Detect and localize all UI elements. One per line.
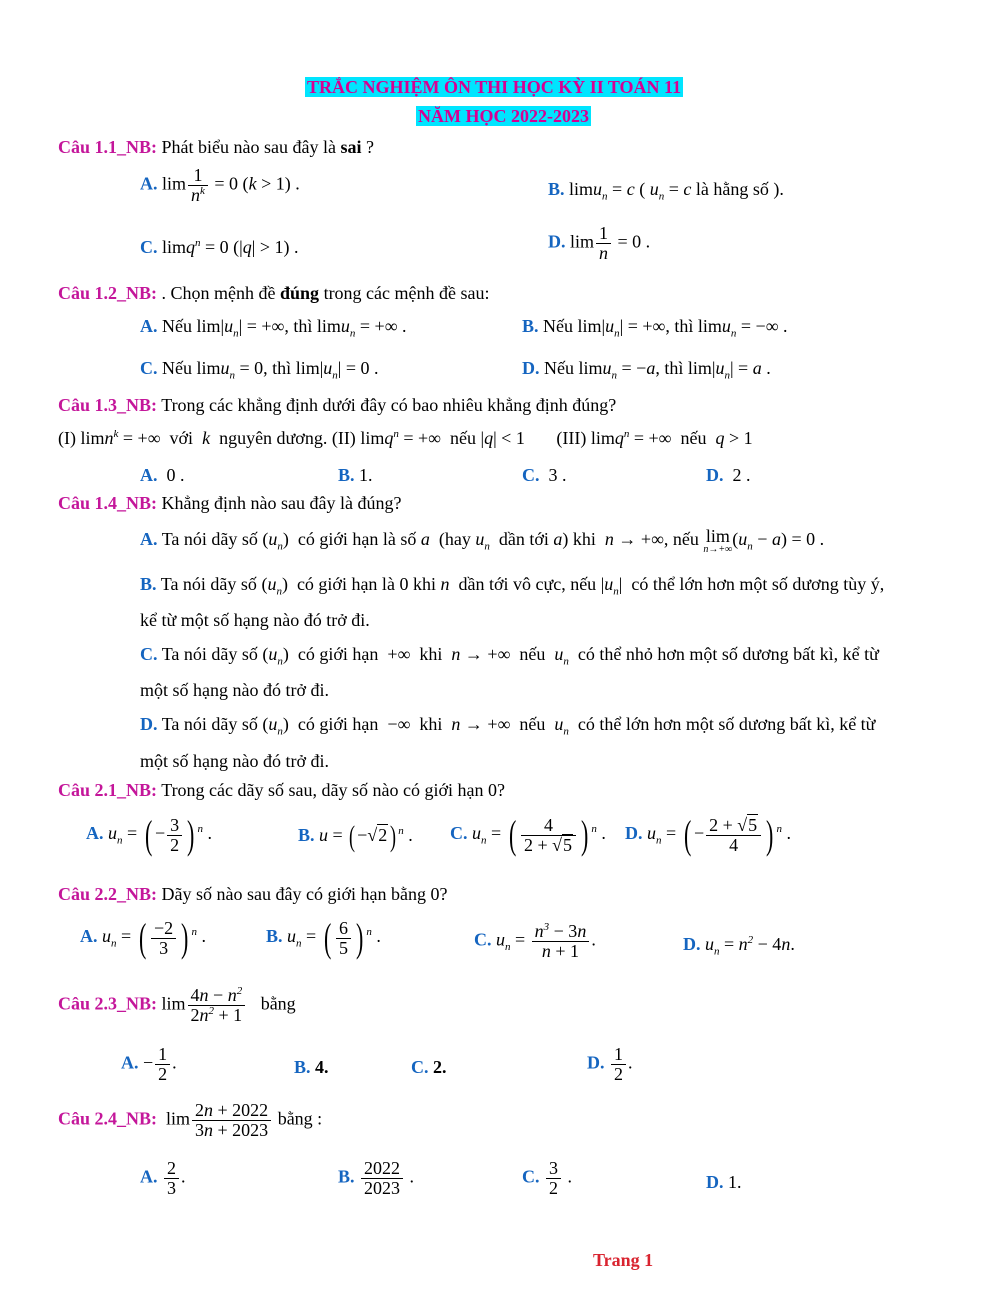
question-2-2: Câu 2.2_NB: Dãy số nào sau đây có giới hạn bằng 0? xyxy=(58,884,448,904)
q12-option-a: A. Nếu $\lim|u_n|$ = +∞, thì limu$_n$ = +∞ . xyxy=(140,316,407,340)
q14-option-b: B. Ta nói dãy số $(u_n)$ có giới hạn là 0 khi n dần tới vô cực, nếu $|u_n|$ có thể lớn hơn một số dương tùy ý, xyxy=(140,574,885,598)
q23-option-d: D. $\frac{1}{2}$ . xyxy=(587,1044,633,1084)
question-1-3: Câu 1.3_NB: Trong các khẳng định dưới đây có bao nhiêu khẳng định đúng? xyxy=(58,395,617,415)
q21-option-a: A. $u_n$ = ( − $\frac{3}{2}$ ) $^n$ . xyxy=(86,812,212,857)
q13-option-a: A. 0 . xyxy=(140,465,185,485)
page-number: Trang 1 xyxy=(593,1250,654,1270)
q23-option-b: B. 4. xyxy=(294,1057,329,1077)
q21-option-b: B. u = ( −√2 ) $^n$ . xyxy=(298,820,413,853)
q11-option-a: A. lim $\frac{1}{n^k}$ = 0 (k > 1) . xyxy=(140,165,300,205)
question-1-4: Câu 1.4_NB: Khẳng định nào sau đây là đúng? xyxy=(58,493,402,513)
question-1-1: Câu 1.1_NB: Phát biểu nào sau đây là sai ? xyxy=(58,137,374,157)
q14-option-b-cont: kể từ một số hạng nào đó trở đi. xyxy=(140,610,370,630)
q21-option-c: C. $u_n$ = ( $\frac{4}{2 + √5}$ ) $^n$ . xyxy=(450,812,606,857)
q24-option-c: C. $\frac{3}{2}$ . xyxy=(522,1158,572,1198)
question-1-2: Câu 1.2_NB: . Chọn mệnh đề đúng trong các mệnh đề sau: xyxy=(58,283,490,303)
q24-option-b: B. $\frac{2022}{2023}$ . xyxy=(338,1158,415,1198)
q22-option-a: A. $u_n$ = ( $\frac{-2}{3}$ ) $^n$ . xyxy=(80,915,206,960)
q14-option-d: D. Ta nói dãy số $(u_n)$ có giới hạn −∞ khi n → +∞ nếu $u_n$ có thể lớn hơn một số dương bất kì, kể từ xyxy=(140,714,876,738)
q12-option-c: C. Nếu limu$_n$ = 0, thì $\lim|u_n| = 0$ . xyxy=(140,358,379,382)
q12-option-b: B. Nếu $\lim|u_n|$ = +∞, thì limu$_n$ = −∞ . xyxy=(522,316,788,340)
q14-option-d-cont: một số hạng nào đó trở đi. xyxy=(140,751,329,771)
q11-option-c: C. limq$^n$ = 0 (|q| > 1) . xyxy=(140,237,299,257)
q24-option-a: A. $\frac{2}{3}$ . xyxy=(140,1158,186,1198)
q12-option-d: D. Nếu limu$_n$ = −a, thì $\lim|u_n| = a$ . xyxy=(522,358,771,382)
q24-option-d: D. 1. xyxy=(706,1172,742,1192)
question-2-1: Câu 2.1_NB: Trong các dãy số sau, dãy số nào có giới hạn 0? xyxy=(58,780,505,800)
page-title: TRẮC NGHIỆM ÔN THI HỌC KỲ II TOÁN 11 xyxy=(307,77,682,97)
q13-option-c: C. 3 . xyxy=(522,465,567,485)
question-2-3: Câu 2.3_NB: lim $\frac{4n - n^2}{2n^2 + 1}$ bằng xyxy=(58,985,296,1025)
q22-option-c: C. $u_n$ = $\frac{n^3 - 3n}{n + 1}$ . xyxy=(474,921,596,961)
q14-option-a: A. Ta nói dãy số $(u_n)$ có giới hạn là số a (hay $u_n$ dần tới a) khi n → +∞, nếu lim n→+∞ $(u_n - a) = 0$ . xyxy=(140,526,825,555)
q21-option-d: D. $u_n$ = ( − $\frac{2 + √5}{4}$ ) $^n$ . xyxy=(625,812,791,857)
q13-statements: (I) limn$^k$ = +∞ với k nguyên dương. (II) limq$^n$ = +∞ nếu |q| < 1 (III) limq$^n$ = +∞ nếu q > 1 xyxy=(58,428,753,448)
q23-option-c: C. 2. xyxy=(411,1057,447,1077)
q23-option-a: A. − $\frac{1}{2}$ . xyxy=(121,1044,177,1084)
q22-option-d: D. $u_n = n^2 - 4n$. xyxy=(683,934,795,958)
question-2-4: Câu 2.4_NB: lim $\frac{2n + 2022}{3n + 2023}$ bằng : xyxy=(58,1100,323,1140)
q13-option-d: D. 2 . xyxy=(706,465,751,485)
q11-option-b: B. limu$_n$ = c ( $u_n = c$ là hằng số ). xyxy=(548,179,784,203)
q22-option-b: B. $u_n$ = ( $\frac{6}{5}$ ) $^n$ . xyxy=(266,915,381,960)
school-year: NĂM HỌC 2022-2023 xyxy=(418,106,589,126)
q14-option-c-cont: một số hạng nào đó trở đi. xyxy=(140,680,329,700)
q11-option-d: D. lim $\frac{1}{n}$ = 0 . xyxy=(548,223,651,263)
q14-option-c: C. Ta nói dãy số $(u_n)$ có giới hạn +∞ khi n → +∞ nếu $u_n$ có thể nhỏ hơn một số dương bất kì, kể từ xyxy=(140,644,879,668)
q13-option-b: B. 1. xyxy=(338,465,373,485)
